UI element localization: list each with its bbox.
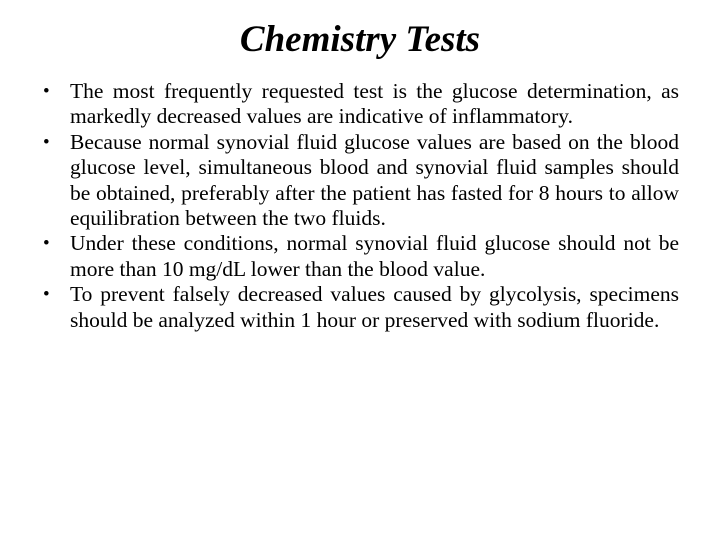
bullet-point-icon: • [43, 284, 50, 306]
bullet-point-icon: • [43, 233, 50, 255]
bullet-item [43, 79, 679, 130]
bullet-text: To prevent falsely decreased values caused by glycolysis, specimens should be analyzed within 1 hour or preserved with sodium fluoride. [70, 282, 679, 332]
bullet-item [43, 231, 679, 282]
bullet-text: Under these conditions, normal synovial fluid glucose should not be more than 10 mg/dL lower than the blood value. [70, 231, 679, 281]
bullet-text: Because normal synovial fluid glucose values are based on the blood glucose level, simultaneous blood and synovial fluid samples should be obtained, preferably after the patient has fasted for 8 hours to allow equilibration between the two fluids. [70, 129, 679, 231]
bullet-text: The most frequently requested test is the glucose determination, as markedly decreased values are indicative of inflammatory. [70, 79, 679, 129]
bullet-item [43, 282, 679, 333]
bullet-item [43, 129, 679, 232]
bullet-point-icon: • [43, 131, 50, 153]
bullet-list [43, 79, 679, 333]
slide-title: Chemistry Tests [239, 19, 481, 60]
bullet-point-icon: • [43, 81, 50, 102]
